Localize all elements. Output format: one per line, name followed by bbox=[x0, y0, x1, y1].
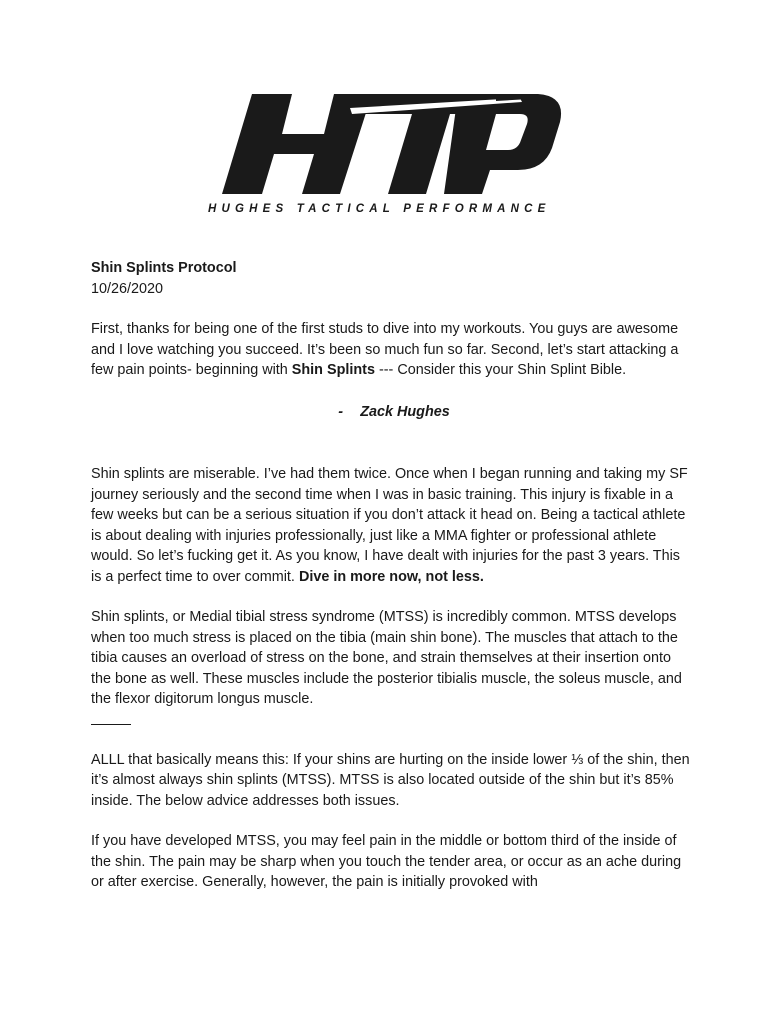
signature-name: Zack Hughes bbox=[360, 403, 450, 420]
paragraph-experience bbox=[91, 464, 691, 587]
intro-text-b: --- Consider this your Shin Splint Bible. bbox=[374, 362, 627, 378]
intro-text-a: First, thanks for being one of the first studs to dive into my workouts. You guys are awesome and I love watching you succeed. It’s been so much fun so far. Second, let’s start attacking a few pain points- beginning with bbox=[91, 321, 679, 378]
doc-title: Shin Splints Protocol bbox=[91, 260, 237, 276]
htp-logo-graphic bbox=[200, 88, 570, 220]
htp-logo bbox=[200, 88, 570, 220]
divider bbox=[91, 710, 691, 730]
intro-paragraph bbox=[91, 319, 691, 381]
signature-dash: - bbox=[338, 403, 343, 420]
document-body bbox=[91, 258, 691, 893]
paragraph-mtss: Shin splints, or Medial tibial stress syndrome (MTSS) is incredibly common. MTSS develops when too much stress is placed on the tibia (main shin bone). The muscles that attach to the tibia causes an overload of stress on the bone, and strain themselves at their insertion onto the bone as well. These muscles include the posterior tibialis muscle, the soleus muscle, and the flexor digitorum longus muscle. bbox=[91, 609, 682, 707]
intro-bold: Shin Splints bbox=[291, 362, 375, 378]
logo-tagline: HUGHES TACTICAL PERFORMANCE bbox=[208, 203, 551, 215]
doc-date: 10/26/2020 bbox=[91, 280, 164, 297]
p2-bold: Dive in more now, not less. bbox=[298, 568, 484, 585]
paragraph-symptoms: If you have developed MTSS, you may feel pain in the middle or bottom third of the inside of the shin. The pain may be sharp when you touch the tender area, or occur as an ache during or after exercise. Generally, however, the pain is initially provoked with bbox=[91, 833, 682, 890]
paragraph-summary: ALLL that basically means this: If your shins are hurting on the inside lower ⅓ of the shin, then it’s almost always shin splints (MTSS). MTSS is also located outside of the shin but it’s 85% inside. The below advice addresses both issues. bbox=[91, 751, 690, 809]
signature bbox=[97, 402, 691, 423]
p2-text: Shin splints are miserable. I’ve had them twice. Once when I began running and taking my SF journey seriously and the second time when I was in basic training. This injury is fixable in a few weeks but can be a serious situation if you don’t attack it head on. Being a tactical athlete is about dealing with injuries professionally, just like a MMA fighter or professional athlete would. So let’s fucking get it. As you know, I have dealt with injuries for the past 3 years. This is a perfect time to over commit. bbox=[91, 466, 688, 585]
